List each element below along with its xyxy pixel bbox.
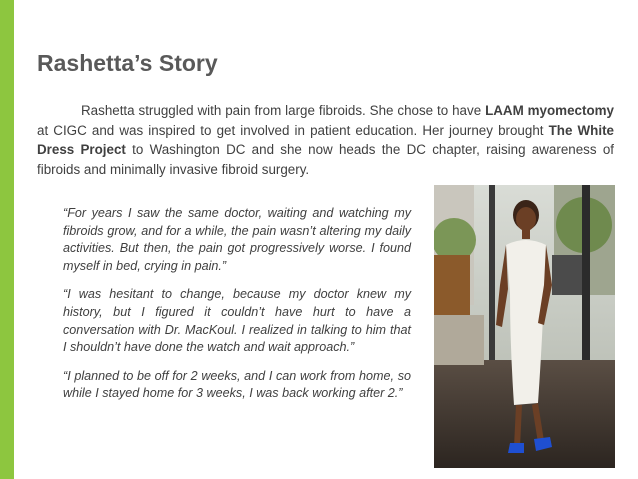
quote-1: “For years I saw the same doctor, waiting and watching my fibroids grow, and for a while, the pain wasn’t altering my daily activities. But then, the pain got progressively worse. I found myself in bed, crying in pain.” xyxy=(63,206,411,273)
intro-text-1: Rashetta struggled with pain from large fibroids. She chose to have xyxy=(81,103,486,118)
slide-title: Rashetta’s Story xyxy=(37,50,218,76)
green-accent-bar xyxy=(0,0,14,479)
quote-3: “I planned to be off for 2 weeks, and I can work from home, so while I stayed home for 3 weeks, I was back working after 2.” xyxy=(63,368,411,401)
intro-text-3: to Washington DC and she now heads the DC chapter, raising awareness of fibroids and minimally invasive fibroid surgery. xyxy=(37,142,614,177)
quote-2: “I was hesitant to change, because my doctor knew my history, but I figured it couldn’t have hurt to have a conversation with Dr. MacKoul. I realized in talking to him that I shouldn’t have done the watch and wait approach.” xyxy=(63,287,411,355)
intro-bold-laam: LAAM myomectomy xyxy=(485,103,614,118)
intro-text-2: at CIGC and was inspired to get involved in patient education. Her journey brought xyxy=(37,122,549,138)
rashetta-photo xyxy=(434,185,615,468)
intro-bold-white-dress: The White Dress Project xyxy=(37,122,614,157)
intro-paragraph xyxy=(37,101,614,179)
quotes-block xyxy=(63,205,411,414)
